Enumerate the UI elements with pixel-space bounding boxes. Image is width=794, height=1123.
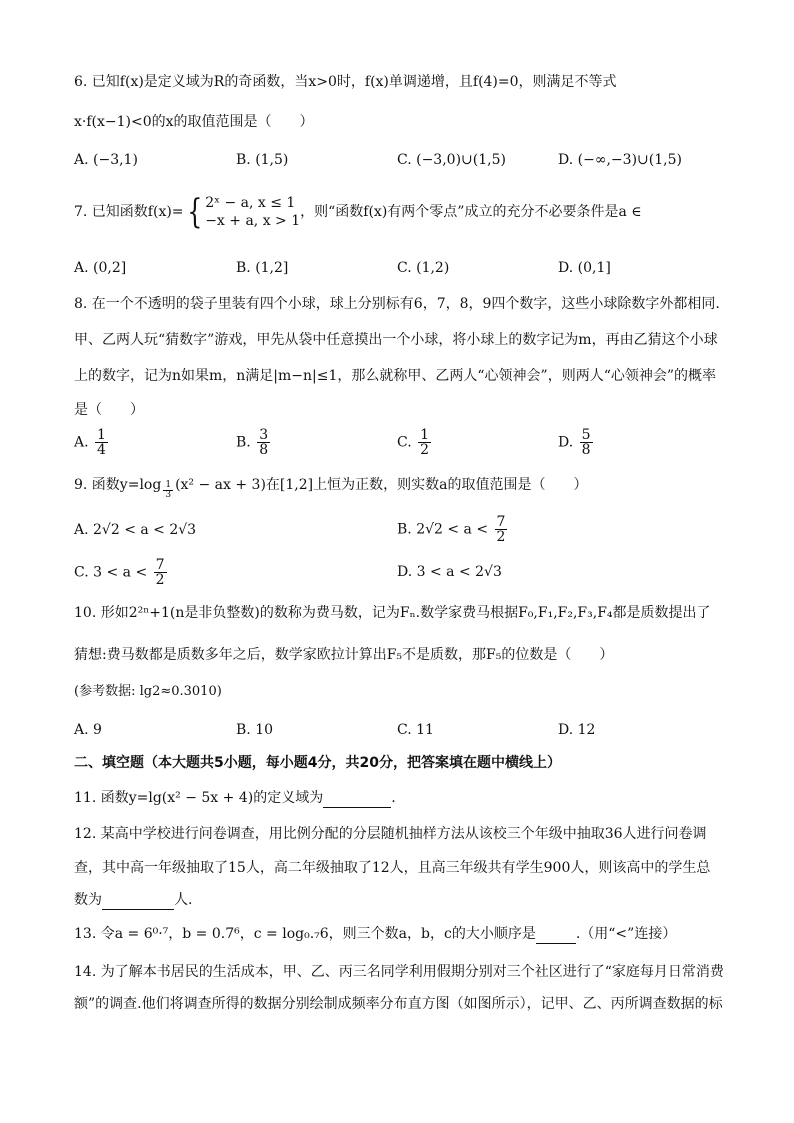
q9-base-den: 3 [165, 490, 172, 500]
q12-line1: 12. 某高中学校进行问卷调查，用比例分配的分层随机抽样方法从该校三个年级中抽取36人进行问卷调 [74, 826, 707, 842]
q8-a-label: A. [74, 434, 89, 451]
q9-c-label: C. 3 < a < [74, 564, 148, 581]
q9-pre: 9. 函数y=log [74, 477, 162, 493]
q6-option-b: B. (1,5) [236, 152, 289, 168]
q8-b-den: 8 [259, 442, 269, 458]
q12-line2: 查，其中高一年级抽取了15人，高二年级抽取了12人，且高三年级共有学生900人，则该高中的学生总 [74, 860, 711, 876]
q11-post: . [391, 790, 396, 806]
q8-option-c [397, 428, 433, 457]
q12-line3-pre: 数为 [74, 892, 102, 908]
q12-answer-blank[interactable] [102, 893, 174, 910]
q10-line1: 10. 形如2²ⁿ+1(n是非负整数)的数称为费马数，记为Fₙ.数学家费马根据F₀,F₁,F₂,F₃,F₄都是质数提出了 [74, 605, 711, 621]
q7-option-d: D. (0,1] [558, 260, 611, 276]
q9-b-num: 7 [496, 514, 506, 530]
q10-option-c: C. 11 [397, 722, 434, 738]
q8-c-label: C. [397, 434, 412, 451]
q8-d-den: 8 [581, 442, 591, 458]
q8-line4: 是（ ） [74, 402, 144, 418]
q9-b-fraction [495, 515, 508, 544]
q8-c-den: 2 [420, 442, 430, 458]
section2-heading: 二、填空题（本大题共5小题，每小题4分，共20分，把答案填在题中横线上） [74, 755, 561, 771]
q9-c-den: 2 [155, 572, 165, 588]
q10-option-b: B. 10 [236, 722, 274, 738]
q8-line3: 上的数字，记为n如果m，n满足|m−n|≤1，那么就称甲、乙两人“心领神会”，则两人“心领神会”的概率 [74, 368, 717, 384]
q7-piece2: −x + a, x > 1 [205, 213, 301, 229]
q8-option-b [236, 428, 272, 457]
q10-line2: 猜想:费马数都是质数多年之后，数学家欧拉计算出F₅不是质数，那F₅的位数是（ ） [74, 647, 614, 663]
q10-option-a: A. 9 [74, 722, 102, 738]
q6-line2: x·f(x−1)<0的x的取值范围是（ ） [74, 114, 314, 130]
q6-option-a: A. (−3,1) [74, 152, 138, 168]
q13-post: .（用“<”连接） [575, 926, 677, 942]
q8-line1: 8. 在一个不透明的袋子里装有四个小球，球上分别标有6，7，8，9四个数字，这些小球除数字外都相同. [74, 296, 720, 312]
q8-b-fraction [257, 428, 270, 457]
q6-option-c: C. (−3,0)∪(1,5) [397, 152, 506, 168]
q10-option-d: D. 12 [558, 722, 596, 738]
q7-line [74, 190, 642, 234]
q9-option-a: A. 2√2 < a < 2√3 [74, 522, 197, 538]
q8-b-label: B. [236, 434, 251, 451]
q12-line3-post: 人. [174, 892, 193, 908]
q7-piecewise [205, 194, 300, 230]
q8-a-fraction [95, 428, 108, 457]
q11-answer-blank[interactable] [323, 791, 391, 808]
q9-base-num: 1 [165, 480, 172, 490]
q11-pre: 11. 函数y=lg(x² − 5x + 4)的定义域为 [74, 790, 324, 806]
q9-log-base [163, 481, 173, 500]
q9-option-d: D. 3 < a < 2√3 [397, 564, 502, 580]
q8-d-num: 5 [581, 427, 591, 443]
q9-arg: (x² − ax + 3) [175, 477, 266, 493]
q7-post: ，则“函数f(x)有两个零点”成立的充分不必要条件是a ∈ [300, 204, 642, 220]
q8-a-den: 4 [97, 442, 106, 458]
q8-option-a [74, 428, 110, 457]
q7-option-c: C. (1,2) [397, 260, 450, 276]
q9-option-b [397, 515, 509, 544]
q7-piece1: 2ˣ − a, x ≤ 1 [205, 195, 296, 211]
q11-line [74, 788, 396, 808]
q13-line [74, 924, 676, 944]
q10-line3: (参考数据: lg2≈0.3010) [74, 684, 222, 699]
q9-c-num: 7 [155, 557, 165, 573]
q14-line2: 额”的调查.他们将调查所得的数据分别绘制成频率分布直方图（如图所示），记甲、乙、丙所调查数据的标 [74, 996, 723, 1012]
q9-line [74, 475, 587, 500]
q9-c-fraction [154, 558, 167, 587]
q9-b-den: 2 [496, 529, 506, 545]
q8-d-fraction [580, 428, 593, 457]
q9-option-c [74, 558, 169, 587]
q8-c-num: 1 [420, 427, 430, 443]
q8-b-num: 3 [259, 427, 269, 443]
q8-option-d [558, 428, 595, 457]
q6-option-d: D. (−∞,−3)∪(1,5) [558, 152, 682, 168]
q13-pre: 13. 令a = 6⁰·⁷，b = 0.7⁶，c = log₀.₇6，则三个数a，b，c的大小顺序是 [74, 926, 536, 942]
q9-post: 在[1,2]上恒为正数，则实数a的取值范围是（ ） [265, 477, 588, 493]
q7-pre: 7. 已知函数f(x)= [74, 204, 184, 220]
q13-answer-blank[interactable] [536, 927, 576, 944]
q6-line1: 6. 已知f(x)是定义域为R的奇函数，当x>0时，f(x)单调递增，且f(4)=0，则满足不等式 [74, 74, 617, 90]
q9-b-label: B. 2√2 < a < [397, 521, 489, 538]
q14-line1: 14. 为了解本书居民的生活成本，甲、乙、丙三名同学利用假期分别对三个社区进行了“家庭每月日常消费 [74, 964, 724, 980]
q7-option-a: A. (0,2] [74, 260, 127, 276]
q7-brace: { [186, 192, 202, 232]
q8-line2: 甲、乙两人玩“猜数字”游戏，甲先从袋中任意摸出一个小球，将小球上的数字记为m，再由乙猜这个小球 [74, 332, 718, 348]
q8-c-fraction [418, 428, 431, 457]
q8-a-num: 1 [97, 427, 106, 443]
q12-line3 [74, 890, 192, 910]
q7-option-b: B. (1,2] [236, 260, 289, 276]
q8-d-label: D. [558, 434, 574, 451]
